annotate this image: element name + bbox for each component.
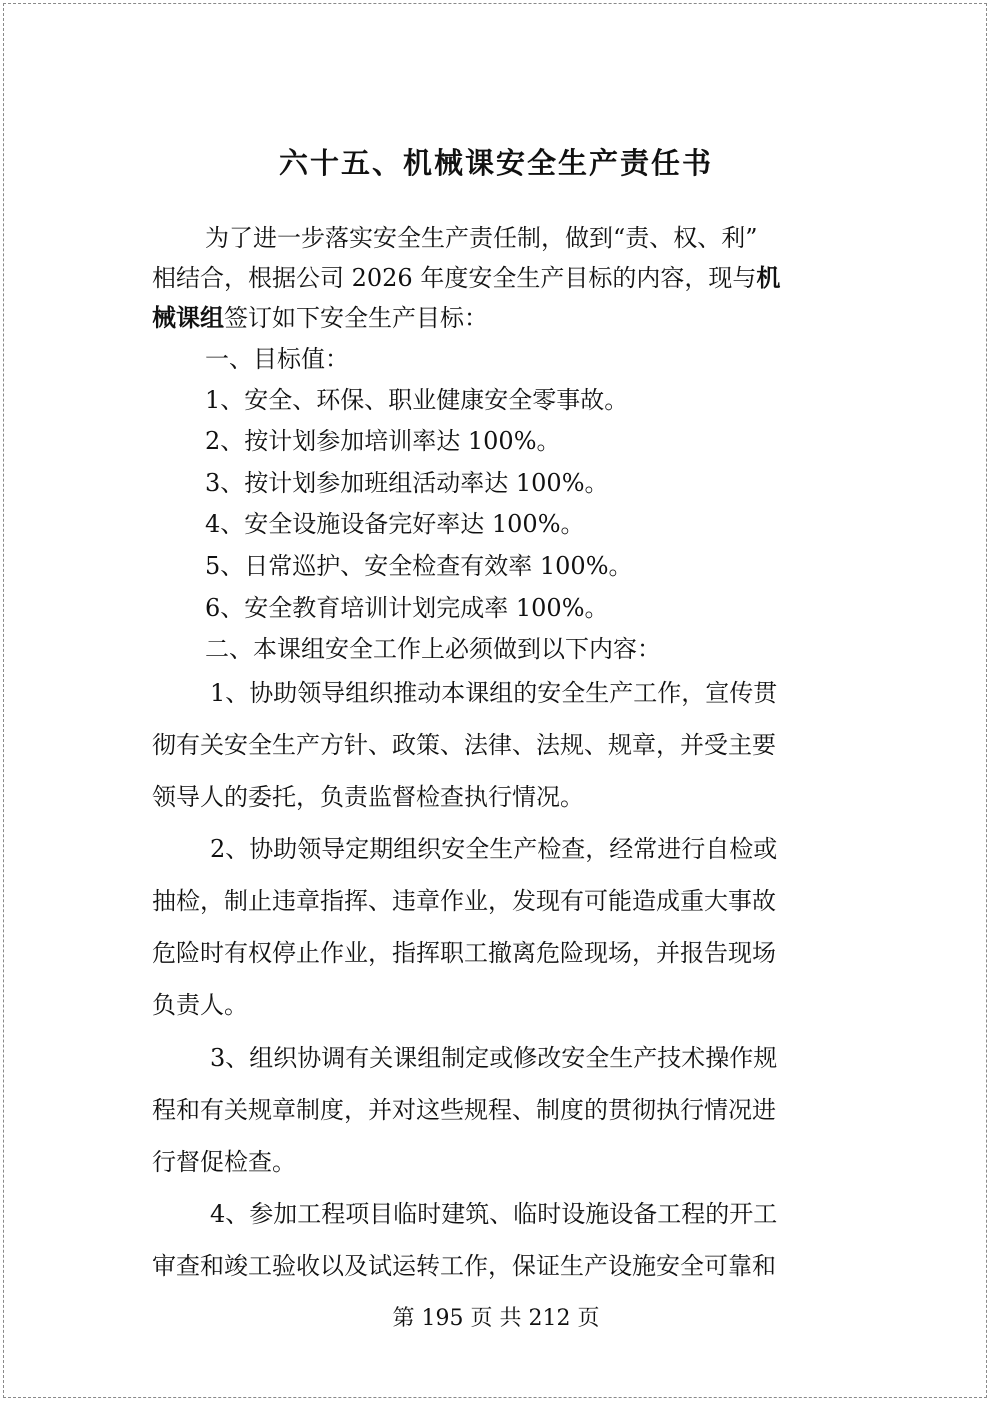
intro-line-3-text: 签订如下安全生产目标： — [224, 304, 488, 332]
duty-4-line: 审查和竣工验收以及试运转工作，保证生产设施安全可靠和 — [152, 1252, 776, 1280]
duty-2-line: 2、协助领导定期组织安全生产检查，经常进行自检或 — [210, 835, 778, 863]
target-item: 3、按计划参加班组活动率达 100%。 — [205, 469, 609, 497]
target-item: 2、按计划参加培训率达 100%。 — [205, 427, 561, 455]
document-title: 六十五、机械课安全生产责任书 — [278, 146, 713, 180]
intro-line-3-bold: 械课组 — [152, 303, 224, 332]
intro-line-2 — [152, 262, 780, 294]
intro-line-1: 为了进一步落实安全生产责任制，做到“责、权、利” — [205, 224, 758, 252]
section1-heading: 一、目标值： — [205, 345, 349, 373]
duty-1-line: 1、协助领导组织推动本课组的安全生产工作，宣传贯 — [210, 679, 778, 707]
duty-3-line: 3、组织协调有关课组制定或修改安全生产技术操作规 — [210, 1044, 778, 1072]
duty-2-line: 抽检，制止违章指挥、违章作业，发现有可能造成重大事故 — [152, 887, 776, 915]
target-item: 5、日常巡护、安全检查有效率 100%。 — [205, 552, 633, 580]
duty-2-line: 危险时有权停止作业，指挥职工撤离危险现场，并报告现场 — [152, 939, 776, 967]
footer-middle: 页 共 — [470, 1306, 522, 1331]
intro-line-2-bold: 机 — [756, 263, 781, 292]
duty-3-line: 程和有关规章制度，并对这些规程、制度的贯彻执行情况进 — [152, 1096, 776, 1124]
footer-page-number: 195 — [421, 1306, 464, 1331]
footer-suffix: 页 — [577, 1306, 600, 1331]
intro-line-3 — [152, 302, 488, 334]
section2-heading: 二、本课组安全工作上必须做到以下内容： — [205, 635, 661, 663]
duty-1-line: 领导人的委托，负责监督检查执行情况。 — [152, 783, 584, 811]
target-item: 4、安全设施设备完好率达 100%。 — [205, 510, 585, 538]
duty-3-line: 行督促检查。 — [152, 1148, 296, 1176]
intro-line-2-text: 相结合，根据公司 2026 年度安全生产目标的内容，现与 — [152, 264, 757, 292]
duty-1-line: 彻有关安全生产方针、政策、法律、法规、规章，并受主要 — [152, 731, 776, 759]
footer-total-pages: 212 — [528, 1306, 571, 1331]
footer-prefix: 第 — [392, 1306, 415, 1331]
duty-4-line: 4、参加工程项目临时建筑、临时设施设备工程的开工 — [210, 1200, 778, 1228]
duty-2-line: 负责人。 — [152, 991, 248, 1019]
page-footer — [0, 1304, 992, 1334]
target-item: 1、安全、环保、职业健康安全零事故。 — [205, 386, 629, 414]
target-item: 6、安全教育培训计划完成率 100%。 — [205, 594, 609, 622]
